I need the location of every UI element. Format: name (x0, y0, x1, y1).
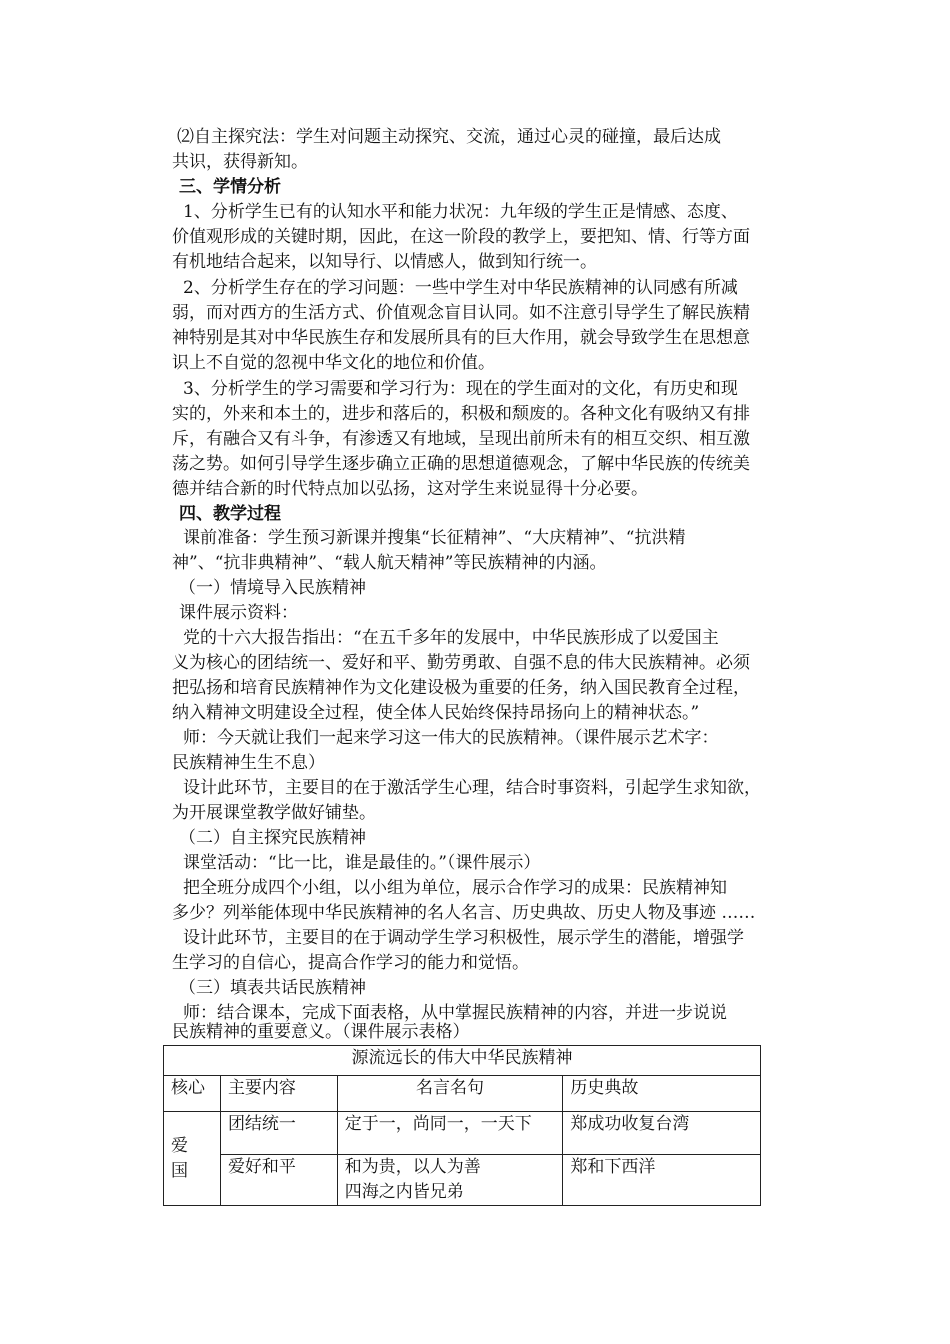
para-line: 2、分析学生存在的学习问题：一些中学生对中华民族精神的认同感有所减 (183, 278, 738, 298)
para-line: 党的十六大报告指出：“在五千多年的发展中，中华民族形成了以爱国主 (183, 628, 719, 648)
para-line: 荡之势。如何引导学生逐步确立正确的思想道德观念，了解中华民族的传统美 (172, 454, 750, 474)
para-line: 德并结合新的时代特点加以弘扬，这对学生来说显得十分必要。 (172, 479, 648, 499)
para-line: 神”、“抗非典精神”、“载人航天精神”等民族精神的内涵。 (172, 553, 607, 573)
para-line: 神特别是其对中华民族生存和发展所具有的巨大作用，就会导致学生在思想意 (172, 328, 750, 348)
para-line: 多少？列举能体现中华民族精神的名人名言、历史典故、历史人物及事迹 …… (172, 903, 756, 923)
para-line: 把弘扬和培育民族精神作为文化建设极为重要的任务，纳入国民教育全过程， (172, 678, 750, 698)
table-header-row (164, 1076, 761, 1112)
para-line: 共识，获得新知。 (172, 152, 308, 172)
para-line: 识上不自觉的忽视中华文化的地位和价值。 (172, 353, 495, 373)
story-cell: 郑和下西洋 (563, 1155, 761, 1206)
para-line: 生学习的自信心，提高合作学习的能力和觉悟。 (172, 953, 529, 973)
para-line: 有机地结合起来，以知导行、以情感人，做到知行统一。 (172, 252, 597, 272)
spirit-table (163, 1045, 761, 1206)
para-line: 弱，而对西方的生活方式、价值观念盲目认同。如不注意引导学生了解民族精 (172, 303, 750, 323)
section-heading: 四、教学过程 (179, 504, 281, 524)
para-line: ⑵自主探究法：学生对问题主动探究、交流，通过心灵的碰撞，最后达成 (177, 127, 721, 147)
core-cell (164, 1112, 221, 1206)
header-cell: 主要内容 (220, 1076, 337, 1112)
story-cell: 郑成功收复台湾 (563, 1112, 761, 1155)
header-cell: 历史典故 (563, 1076, 761, 1112)
header-cell: 名言名句 (337, 1076, 563, 1112)
para-line: 义为核心的团结统一、爱好和平、勤劳勇敢、自强不息的伟大民族精神。必须 (172, 653, 750, 673)
para-line: 设计此环节，主要目的在于激活学生心理，结合时事资料，引起学生求知欲， (183, 778, 761, 798)
para-line: 课件展示资料： (179, 603, 298, 623)
content-cell: 爱好和平 (220, 1155, 337, 1206)
para-line: 把全班分成四个小组，以小组为单位，展示合作学习的成果：民族精神知 (183, 878, 727, 898)
para-line: 价值观形成的关键时期，因此，在这一阶段的教学上，要把知、情、行等方面 (172, 227, 750, 247)
core-text: 爱国 (171, 1135, 188, 1181)
subsection-heading: （二）自主探究民族精神 (179, 828, 366, 848)
subsection-heading: （一）情境导入民族精神 (179, 578, 366, 598)
para-line: 设计此环节，主要目的在于调动学生学习积极性，展示学生的潜能，增强学 (183, 928, 744, 948)
quote-cell (337, 1155, 563, 1206)
para-line: 课堂活动：“比一比，谁是最佳的。”（课件展示） (183, 853, 541, 873)
table-row (164, 1112, 761, 1155)
para-line: 3、分析学生的学习需要和学习行为：现在的学生面对的文化，有历史和现 (183, 379, 738, 399)
subsection-heading: （三）填表共话民族精神 (179, 978, 366, 998)
para-line: 斥，有融合又有斗争，有渗透又有地域，呈现出前所未有的相互交织、相互激 (172, 429, 750, 449)
para-line: 1、分析学生已有的认知水平和能力状况：九年级的学生正是情感、态度、 (183, 202, 738, 222)
para-line: 纳入精神文明建设全过程，使全体人民始终保持昂扬向上的精神状态。” (172, 703, 700, 723)
table-caption: 源流远长的伟大中华民族精神 (164, 1046, 761, 1076)
para-line: 师：结合课本，完成下面表格，从中掌握民族精神的内容，并进一步说说 (183, 1003, 727, 1023)
para-line: 实的，外来和本土的，进步和落后的，积极和颓废的。各种文化有吸纳又有排 (172, 404, 750, 424)
quote-line: 四海之内皆兄弟 (344, 1182, 464, 1202)
para-line: 课前准备：学生预习新课并搜集“长征精神”、“大庆精神”、“抗洪精 (183, 528, 686, 548)
section-heading: 三、学情分析 (179, 177, 281, 197)
header-cell: 核心 (164, 1076, 221, 1112)
quote-line: 和为贵，以人为善 (344, 1157, 481, 1177)
quote-cell: 定于一，尚同一，一天下 (337, 1112, 563, 1155)
para-line: 师：今天就让我们一起来学习这一伟大的民族精神。（课件展示艺术字： (183, 728, 719, 748)
para-line: 民族精神生生不息） (172, 753, 325, 773)
table-row (164, 1155, 761, 1206)
para-line: 为开展课堂教学做好铺垫。 (172, 803, 376, 823)
content-cell: 团结统一 (220, 1112, 337, 1155)
para-line: 民族精神的重要意义。（课件展示表格） (172, 1022, 470, 1042)
